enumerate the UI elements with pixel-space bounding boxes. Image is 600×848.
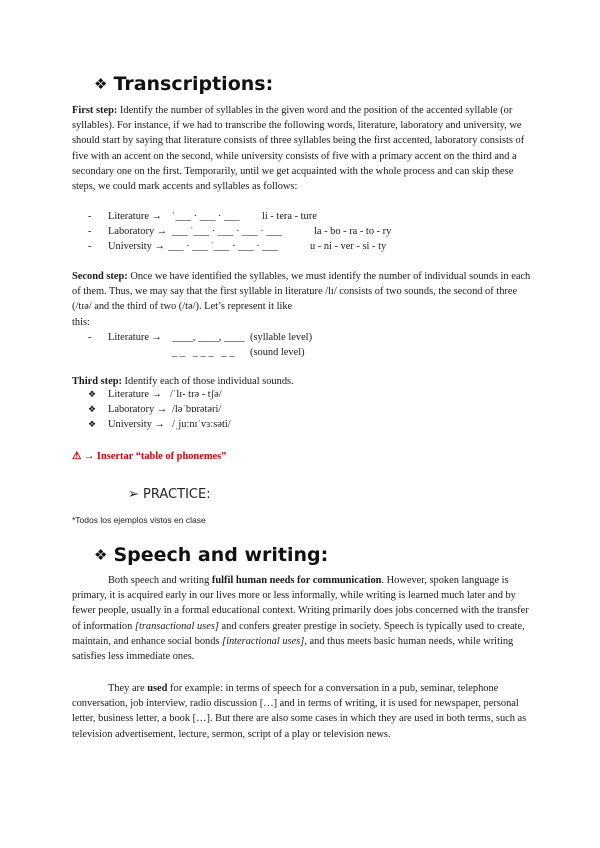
ipa-transcription: /ˌjuːnɪˈvɜːsəti/	[172, 419, 231, 430]
insert-table-alert	[72, 450, 226, 462]
practice-label: PRACTICE:	[143, 487, 211, 502]
sound-level-label: (sound level)	[250, 347, 305, 358]
diamond-bullet-icon: ❖	[88, 404, 97, 414]
transcriptions-title: Transcriptions:	[113, 73, 274, 95]
diamond-bullet-icon: ❖	[94, 546, 108, 564]
dash-bullet: -	[88, 332, 92, 343]
item-word: Literature →	[108, 332, 162, 343]
syllable-split: la - bo - ra - to - ry	[314, 226, 392, 237]
bold-phrase: fulfil human needs for communication	[211, 575, 382, 586]
syllable-split: li - tera - ture	[262, 211, 317, 222]
item-word: Laboratory →	[108, 226, 168, 237]
italic-phrase: [transactional uses]	[134, 620, 219, 632]
speech-paragraph-1	[72, 573, 532, 664]
stress-pattern: ___ · ___ ˈ___ · ___ · ___	[168, 241, 278, 252]
item-word: Literature →	[108, 389, 162, 400]
third-step-text: Identify each of those individual sounds.	[121, 376, 294, 387]
speech-paragraph-2	[72, 681, 532, 742]
text-run: for example: in terms of speech for a conversation in a pub, seminar, telephone conversation, job interview, radio discussion […] and in terms of writing, it is used for newspaper, personal letter, business letter, a book […]. But there are also some cases in which they are used in both terms, such as television advertisement, lecture, sermon, script of a play or television news.	[72, 683, 527, 740]
second-step-paragraph	[72, 269, 532, 330]
italic-phrase: [interactional uses]	[222, 635, 305, 647]
third-step-paragraph	[72, 374, 532, 389]
first-step-text: Identify the number of syllables in the given word and the position of the accented syllable (or syllables). For instance, if we had to transcribe the following words, literature, laboratory and university, we should start by saying that literature consists of three syllables being the first accented, laboratory consists of five with an accent on the second, while university consists of five with a primary accent on the third and a secondary one on the first. Temporarily, until we get acquainted with the whole process and can skip these steps, we could mark accents and syllables as follows:	[72, 105, 525, 193]
item-word: Laboratory →	[108, 404, 168, 415]
text-run: , and thus meets basic human needs, while writing satisfies less immediate ones.	[72, 635, 514, 663]
alert-text: → Insertar “table of phonemes”	[83, 451, 227, 462]
stress-pattern: ˈ___ · ___ · ___	[172, 211, 240, 222]
third-step-label: Third step:	[72, 376, 122, 387]
arrowhead-icon: ➢	[128, 487, 139, 502]
bold-phrase: used	[147, 683, 168, 694]
diamond-bullet-icon: ❖	[88, 389, 97, 399]
text-run: They are	[108, 683, 148, 694]
syllable-blanks: ____, ____, ____	[172, 332, 245, 343]
second-step-label: Second step:	[72, 271, 128, 282]
second-step-text: Once we have identified the syllables, we must identify the number of individual sounds in each of them. Thus, we may say that the first syllable in literature /lɪ/ consists of two sounds, the second of three (/tɪə/ and the third of two (/tə/). Let’s represent it like	[72, 271, 531, 313]
diamond-bullet-icon: ❖	[94, 75, 108, 93]
stress-pattern: ___ ˈ___ · ___ · ___ · ___	[172, 226, 282, 237]
item-word: University →	[108, 419, 165, 430]
first-step-paragraph	[72, 103, 532, 194]
syllable-split: u - ni - ver - si - ty	[310, 241, 387, 252]
text-run: Both speech and writing	[108, 575, 212, 586]
text-run: and confers greater prestige in society. Speech is typically used to create, maintain, and enhance social bonds	[72, 620, 525, 647]
speech-writing-title: Speech and writing:	[113, 544, 329, 566]
text-run: . However, spoken language is primary, it is acquired early in our lives more or less informally, while writing is learned much later and by fewer people, usually in a formal educational context. Writing primarily does jobs concerned with the transfer of information	[72, 575, 529, 632]
dash-bullet: -	[88, 241, 92, 252]
second-step-text-end: this:	[72, 316, 90, 328]
dash-bullet: -	[88, 226, 92, 237]
transcriptions-heading	[94, 73, 273, 95]
item-word: University →	[108, 241, 165, 252]
item-word: Literature →	[108, 211, 162, 222]
warning-icon: ⚠	[72, 451, 82, 462]
examples-note: *Todos los ejemplos vistos en clase	[72, 515, 206, 525]
dash-bullet: -	[88, 211, 92, 222]
speech-writing-heading	[94, 544, 328, 566]
first-step-label: First step:	[72, 105, 118, 116]
diamond-bullet-icon: ❖	[88, 419, 97, 429]
practice-heading	[128, 487, 211, 502]
ipa-transcription: /ləˈbɒrətəri/	[172, 404, 222, 415]
ipa-transcription: /ˈlɪ- trə - tʃə/	[170, 389, 222, 400]
syllable-level-label: (syllable level)	[250, 332, 313, 343]
sound-blanks: _ _ _ _ _ _ _	[172, 347, 235, 358]
